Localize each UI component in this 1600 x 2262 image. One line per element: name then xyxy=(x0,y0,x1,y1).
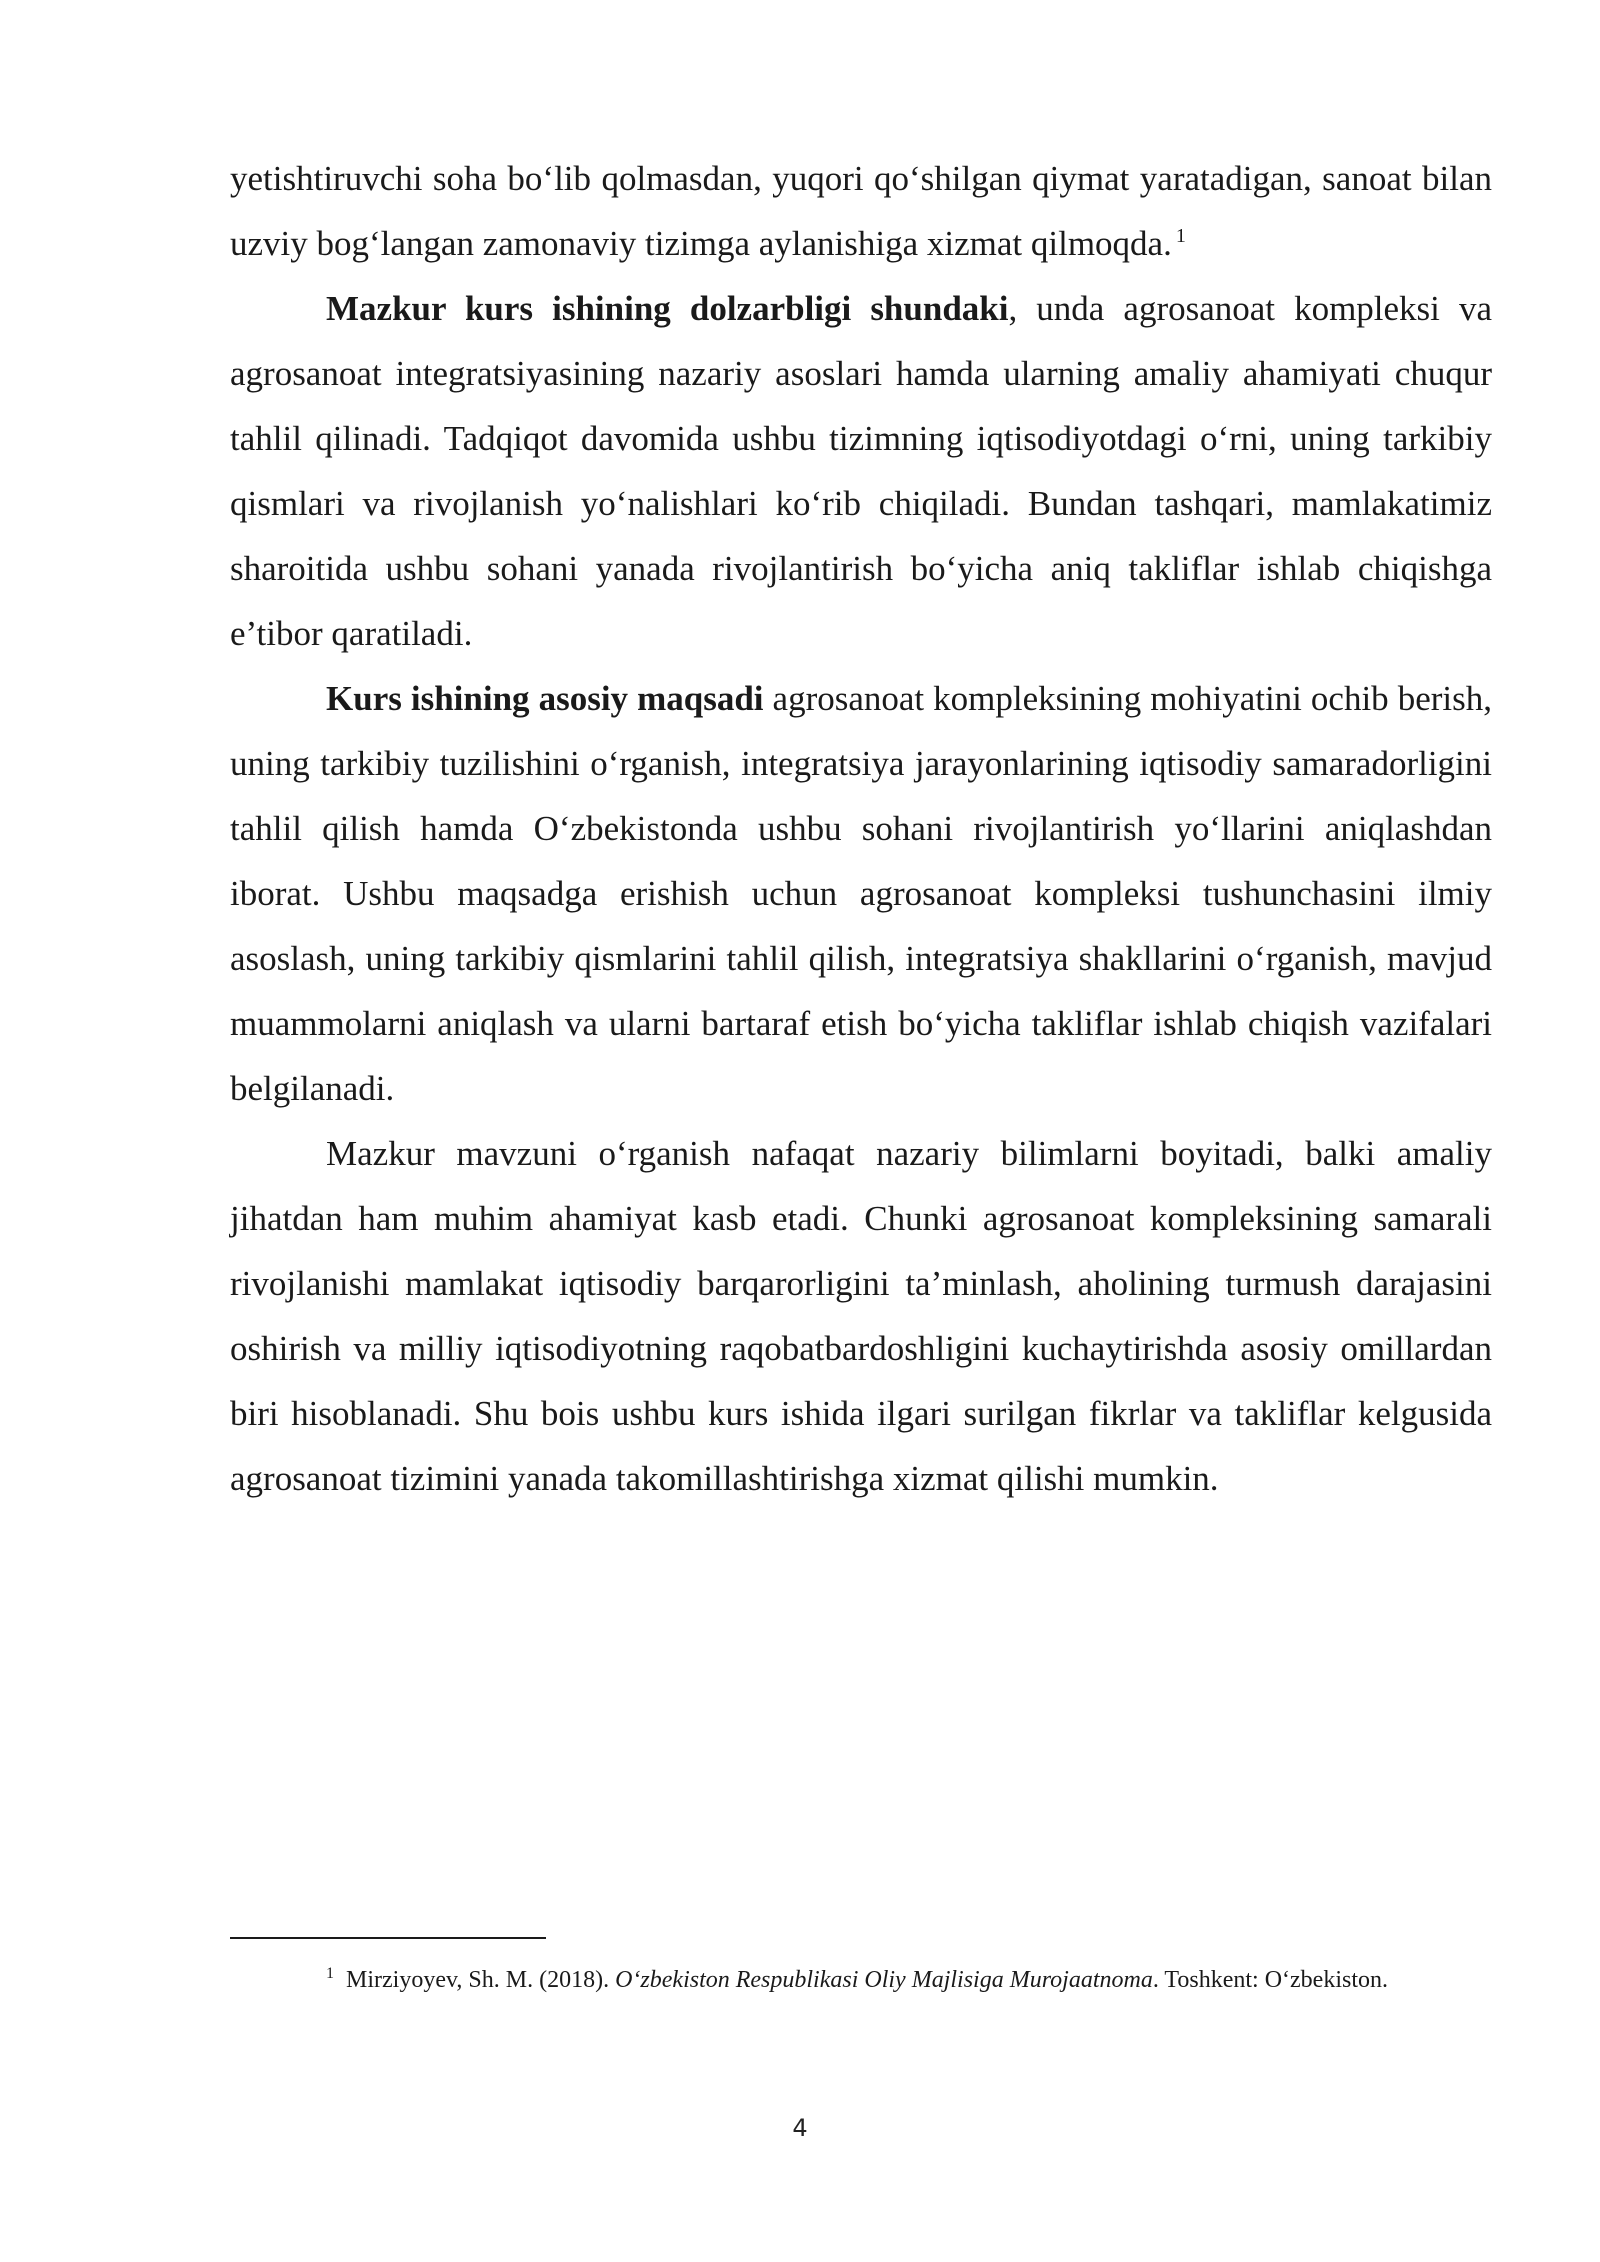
paragraph-continuation xyxy=(230,146,1492,276)
paragraph-significance xyxy=(230,1121,1492,1511)
paragraph-text: Mazkur mavzuni o‘rganish nafaqat nazariy bilimlarni boyitadi, balki amaliy jihatdan ham muhim ahamiyat kasb etadi. Chunki agrosanoat kompleksining samarali rivojlanishi mamlakat iqtisodiy barqarorligini ta’minlash, aholining turmush darajasini oshirish va milliy iqtisodiyotning raqobatbardoshligini kuchaytirishda asosiy omillardan biri hisoblanadi. Shu bois ushbu kurs ishida ilgari surilgan fikrlar va takliflar kelgusida agrosanoat tizimini yanada takomillashtirishga xizmat qilishi mumkin. xyxy=(230,1134,1492,1498)
footnote-number: 1 xyxy=(326,1965,334,1982)
paragraph-lead-bold: Mazkur kurs ishining dolzarbligi shundaki xyxy=(326,289,1009,328)
footnote-author: Mirziyoyev, Sh. M. (2018). xyxy=(346,1967,610,1993)
page-number: 4 xyxy=(792,2114,808,2142)
paragraph-lead-bold: Kurs ishining asosiy maqsadi xyxy=(326,679,764,718)
footnote-publisher: . Toshkent: O‘zbekiston. xyxy=(1152,1967,1389,1993)
paragraph-text: yetishtiruvchi soha bo‘lib qolmasdan, yuqori qo‘shilgan qiymat yaratadigan, sanoat bilan uzviy bog‘langan zamonaviy tizimga aylanishiga xizmat qilmoqda. xyxy=(230,159,1492,263)
paragraph-relevance xyxy=(230,276,1492,666)
paragraph-goal xyxy=(230,666,1492,1121)
paragraph-text: , unda agrosanoat kompleksi va agrosanoat integratsiyasining nazariy asoslari hamda ularning amaliy ahamiyati chuqur tahlil qilinadi. Tadqiqot davomida ushbu tizimning iqtisodiyotdagi o‘rni, uning tarkibiy qismlari va rivojlanish yo‘nalishlari ko‘rib chiqiladi. Bundan tashqari, mamlakatimiz sharoitida ushbu sohani yanada rivojlantirish bo‘yicha aniq takliflar ishlab chiqishga e’tibor qaratiladi. xyxy=(230,289,1492,653)
footnote-separator xyxy=(230,1937,546,1939)
footnote-title: O‘zbekiston Respublikasi Oliy Majlisiga Murojaatnoma xyxy=(615,1967,1153,1993)
footnote xyxy=(230,1948,1492,2012)
footnote-entry xyxy=(230,1948,1492,2012)
body-text xyxy=(230,146,1492,1511)
footnote-reference: 1 xyxy=(1175,225,1186,248)
paragraph-text: agrosanoat kompleksining mohiyatini ochib berish, uning tarkibiy tuzilishini o‘rganish, integratsiya jarayonlarining iqtisodiy samaradorligini tahlil qilish hamda O‘zbekistonda ushbu sohani rivojlantirish yo‘llarini aniqlashdan iborat. Ushbu maqsadga erishish uchun agrosanoat kompleksi tushunchasini ilmiy asoslash, uning tarkibiy qismlarini tahlil qilish, integratsiya shakllarini o‘rganish, mavjud muammolarni aniqlash va ularni bartaraf etish bo‘yicha takliflar ishlab chiqish vazifalari belgilanadi. xyxy=(230,679,1492,1108)
